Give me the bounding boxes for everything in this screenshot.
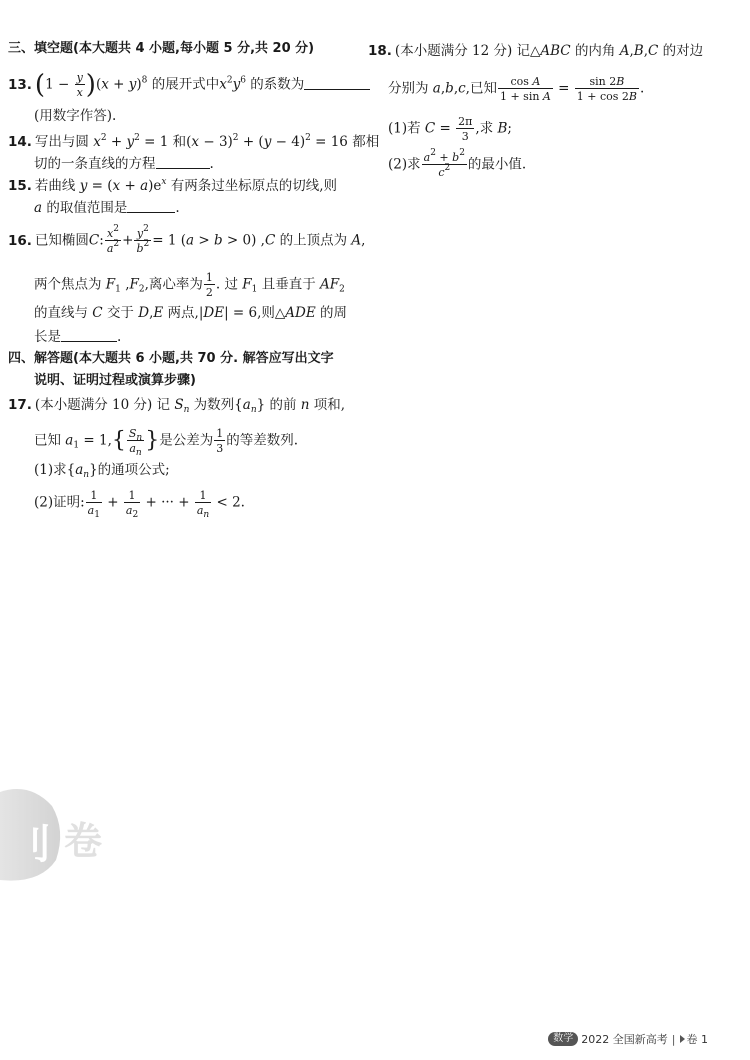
question-17: 17. (本小题满分 10 分) 记 $S_n$ 为数列$\{a_n\}$ 的前 n 项和,	[8, 397, 346, 415]
q17-line2-c: 的等差数列.	[226, 432, 299, 449]
q18-number: 18.	[368, 43, 392, 59]
q16-text-a: 已知椭圆	[34, 232, 89, 249]
q18-part1-a: (1)若	[388, 120, 421, 137]
q17-part1: (1)求$\{a_n\}$的通项公式;	[34, 462, 170, 480]
q16-line2-c: . 过	[215, 276, 238, 293]
question-18: 18. (本小题满分 12 分) 记△ABC 的内角 A,B,C 的对边	[368, 43, 704, 59]
q16-line3-a: 的直线与	[34, 305, 88, 321]
q16-answer-blank	[61, 329, 117, 342]
watermark	[0, 780, 150, 890]
q16-line3-d: ,则△	[257, 305, 286, 321]
question-13: 13. (1 − $\frac{y}{x}$ )$(x + y)^8$ 的展开式中$x^2y^6$ 的系数为	[8, 72, 370, 98]
footer-divider: |	[671, 1032, 676, 1046]
q17-text-a: 为数列	[193, 397, 235, 413]
q16-line3: 的直线与 C 交于 D,E 两点,|DE| = 6,则△ADE 的周	[34, 305, 348, 321]
svg-text:刂: 刂	[12, 822, 52, 868]
q17-number: 17.	[8, 397, 32, 413]
section3-title: 三、填空题(本大题共 4 小题,每小题 5 分,共 20 分)	[8, 41, 315, 56]
q13-paren-close: )	[85, 70, 96, 100]
question-16: 16. 已知椭圆C: $\frac{x^2}{a^2}$ + $\frac{y^2}{b^2}$ = 1 (a > b > 0) ,C 的上顶点为 A,	[8, 224, 366, 255]
q17-frac-1-a2: $\frac{1}{a_2}$	[125, 489, 139, 520]
q15-line2-text: 的取值范围是	[46, 200, 128, 216]
footer	[548, 1031, 708, 1047]
q16-end: .	[117, 329, 122, 345]
q18-part1: (1)若 C = $\frac{2\pi}{3}$ ,求 B;	[388, 115, 512, 143]
q17-part1-b: 的通项公式;	[97, 462, 170, 478]
q17-line2-a: 已知	[34, 432, 61, 449]
q16-line2-b: ,离心率为	[144, 276, 203, 293]
q17-frac-1-a1: $\frac{1}{a_1}$	[87, 489, 100, 520]
q13-paren-open: (	[34, 70, 46, 100]
watermark-text: 卷	[64, 819, 103, 863]
section4-title-line2: 说明、证明过程或演算步骤)	[34, 373, 196, 388]
q16-line2-a: 两个焦点为	[34, 276, 102, 293]
q17-text-b: 的前	[269, 397, 297, 413]
q18-line2-b: ,已知	[465, 80, 497, 97]
q16-frac-one-half: $\frac{1}{2}$	[205, 271, 213, 299]
q17-part2: (2)证明: $\frac{1}{a_1}$ + $\frac{1}{a_2}$ + ··· + $\frac{1}{a_n}$ < 2.	[34, 489, 245, 520]
q18-frac-2pi-3: $\frac{2\pi}{3}$	[458, 115, 473, 143]
q14-answer-blank	[156, 156, 210, 169]
q14-line2	[34, 155, 214, 173]
subject-badge: 数学	[548, 1032, 578, 1046]
q17-part2-text: (2)证明:	[34, 494, 85, 511]
q16-number: 16.	[8, 232, 32, 249]
q17-frac-sn-an: $\frac{S_n}{a_n}$	[128, 427, 143, 458]
q17-text-c: 项和,	[313, 397, 346, 413]
question-14: 14. 写出与圆 $x^2 + y^2 = 1$ 和$(x - 3)^2 + (y - 4)^2 = 16$ 都相	[8, 133, 380, 150]
q18-frac-a2b2-c2: $\frac{a^2 + b^2}{c^2}$	[423, 148, 465, 179]
q13-text-b: 的系数为	[250, 76, 305, 93]
q15-text-b: 有两条过坐标原点的切线,则	[170, 178, 338, 194]
q14-text-b: 和	[172, 134, 187, 150]
exam-name: 2022 全国新高考	[581, 1033, 668, 1046]
q18-intro: (本小题满分 12 分) 记△	[394, 43, 541, 59]
q18-frac-cosA: $\frac{\text{cos A}}{\text{1 + sin A}}$	[499, 75, 551, 103]
q17-part1-a: (1)求	[34, 462, 67, 478]
q18-part1-b: ,求	[475, 120, 494, 137]
q13-line2: (用数字作答).	[34, 108, 117, 124]
q16-text-b: 的上顶点为	[279, 232, 348, 249]
q18-text-a: 的内角	[574, 43, 616, 59]
q16-frac-x2-a2: $\frac{x^2}{a^2}$	[106, 224, 120, 255]
q14-text-a: 写出与圆	[34, 134, 89, 150]
q14-line2-text: 切的一条直线的方程	[34, 156, 156, 172]
q13-text-a: 的展开式中	[151, 76, 220, 93]
q14-number: 14.	[8, 134, 32, 150]
q17-line2-b: 是公差为	[159, 432, 214, 449]
q13-answer-blank	[304, 77, 370, 90]
q17-intro: (本小题满分 10 分) 记	[34, 397, 171, 413]
q13-frac-y-over-x: $\frac{y}{x}$	[76, 71, 83, 99]
q17-line2: 已知 $a_1 = 1$,{ $\frac{S_n}{a_n}$ }是公差为 $\frac{1}{3}$ 的等差数列.	[34, 427, 299, 458]
q15-answer-blank	[127, 200, 175, 213]
q16-frac-y2-b2: $\frac{y^2}{b^2}$	[136, 224, 150, 255]
q16-line4-text: 长是	[34, 329, 61, 345]
q17-frac-one-third: $\frac{1}{3}$	[216, 427, 224, 455]
q18-part2-b: 的最小值.	[467, 156, 527, 173]
q18-frac-sin2B: $\frac{\sin 2B}{1 + \cos 2B}$	[576, 75, 638, 103]
q18-line2-a: 分别为	[388, 80, 429, 97]
q14-end: .	[209, 156, 214, 172]
q16-line2-d: 且垂直于	[261, 276, 316, 293]
q18-text-b: 的对边	[662, 43, 704, 59]
q16-line3-e: 的周	[320, 305, 348, 321]
q16-line3-b: 交于	[106, 305, 134, 321]
q18-part2-a: (2)求	[388, 156, 421, 173]
play-arrow-icon	[680, 1035, 685, 1043]
q18-line2: 分别为 a,b,c,已知 $\frac{\text{cos A}}{\text{1 + sin A}}$ = $\frac{\sin 2B}{1 + \cos 2B}$ .	[388, 75, 645, 103]
q16-line4	[34, 328, 121, 346]
q16-line2: 两个焦点为 $F_1$ $,F_2$,离心率为 $\frac{1}{2}$ . 过 $F_1$ 且垂直于 $AF_2$	[34, 271, 345, 299]
q16-line3-c: 两点,	[167, 305, 199, 321]
q14-text-c: 都相	[352, 134, 380, 150]
q15-end: .	[175, 200, 180, 216]
page-label: 卷 1	[686, 1033, 708, 1046]
q13-number: 13.	[8, 76, 32, 93]
q18-part1-c: ;	[507, 120, 512, 137]
section4-title: 四、解答题(本大题共 6 小题,共 70 分. 解答应写出文字	[8, 351, 334, 366]
q17-frac-1-an: $\frac{1}{a_n}$	[196, 489, 210, 520]
q15-line2: a 的取值范围是 .	[34, 200, 180, 216]
question-15: 15. 若曲线 $y = (x + a)e^x$ 有两条过坐标原点的切线,则	[8, 177, 338, 194]
q15-number: 15.	[8, 178, 32, 194]
q18-part2	[388, 148, 527, 179]
q15-text-a: 若曲线	[34, 178, 76, 194]
